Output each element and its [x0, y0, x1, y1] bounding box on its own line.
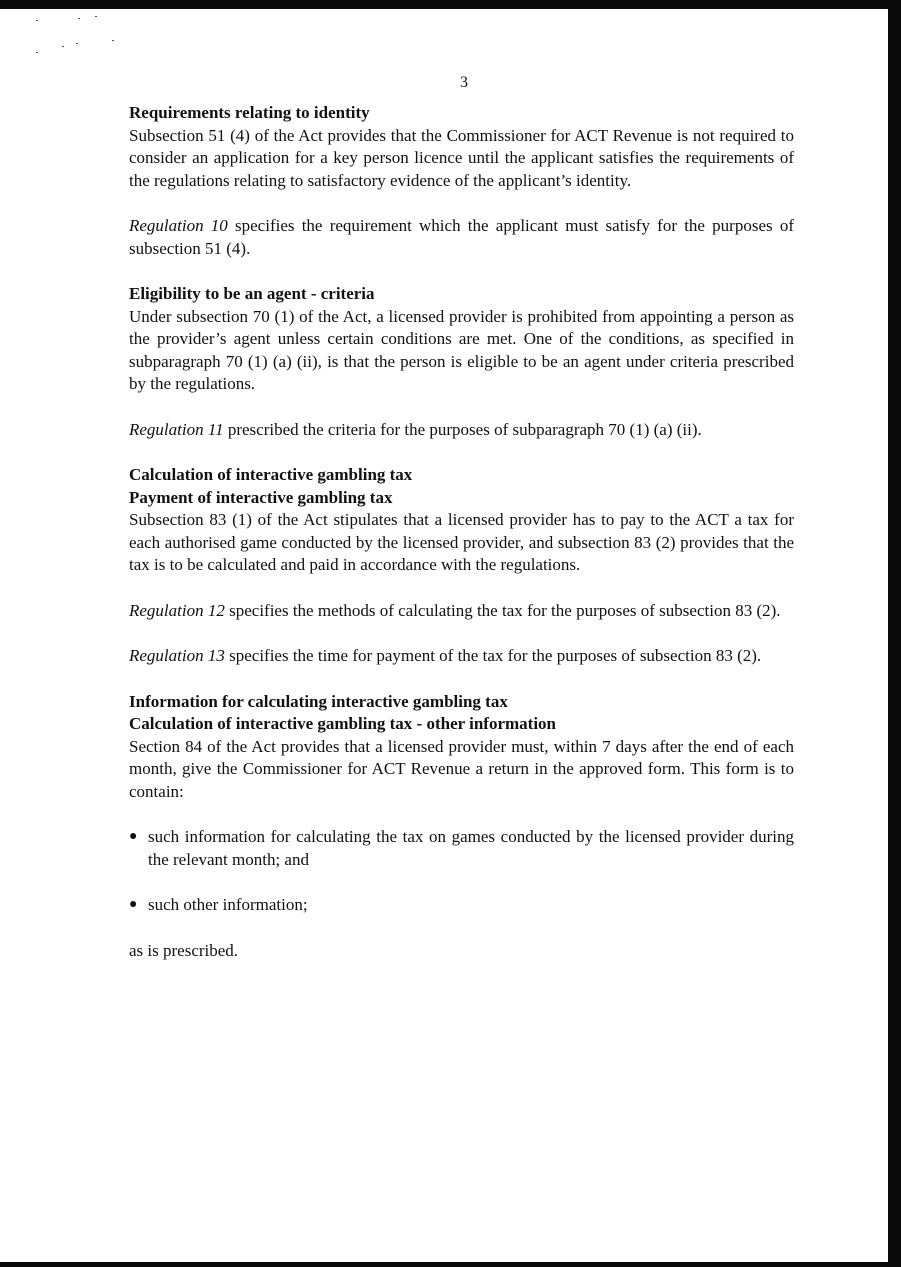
scan-speck — [36, 52, 38, 53]
paragraph-regulation-10 — [129, 215, 794, 260]
heading-identity: Requirements relating to identity — [129, 103, 370, 122]
heading-calculation: Calculation of interactive gambling tax — [129, 465, 413, 484]
heading-payment: Payment of interactive gambling tax — [129, 487, 393, 507]
document-body — [129, 102, 794, 962]
scan-border-top — [0, 0, 901, 9]
paragraph-information: Section 84 of the Act provides that a licensed provider must, within 7 days after the end of each month, give the Commissioner for ACT Revenue a return in the approved form. This form is to contain: — [129, 736, 794, 801]
paragraph-identity: Subsection 51 (4) of the Act provides that the Commissioner for ACT Revenue is not required to consider an application for a key person licence until the applicant satisfies the requirements of the regulations relating to satisfactory evidence of the applicant’s identity. — [129, 125, 794, 190]
regulation-12-label: Regulation 12 — [129, 600, 225, 620]
scan-speck — [78, 18, 80, 19]
regulation-10-label: Regulation 10 — [129, 216, 228, 235]
heading-other-information: Calculation of interactive gambling tax - other information — [129, 714, 557, 733]
scan-speck — [62, 46, 64, 47]
page-number: 3 — [460, 74, 468, 91]
paragraph-regulation-13 — [129, 645, 794, 668]
paragraph-closing: as is prescribed. — [129, 940, 239, 960]
regulation-11-label: Regulation 11 — [129, 419, 224, 439]
regulation-13-text: specifies the time for payment of the tax for the purposes of subsection 83 (2). — [224, 646, 762, 665]
paragraph-calculation: Subsection 83 (1) of the Act stipulates that a licensed provider has to pay to the ACT a tax for each authorised game conducted by the licensed provider, and subsection 83 (2) provides that the tax is to be calculated and paid in accordance with the regulations. — [129, 510, 794, 574]
regulation-10-text: specifies the requirement which the applicant must satisfy for the purposes of subsection 51 (4). — [129, 216, 794, 258]
scan-speck — [36, 20, 38, 21]
bullet-text: such other information; — [148, 895, 308, 914]
list-item — [129, 826, 794, 871]
scan-speck — [95, 16, 97, 17]
bullet-icon: ● — [129, 897, 138, 912]
regulation-13-label: Regulation 13 — [129, 646, 225, 665]
bullet-text: such information for calculating the tax on games conducted by the licensed provider during the relevant month; and — [148, 827, 794, 869]
heading-information: Information for calculating interactive gambling tax — [129, 691, 508, 711]
list-item — [129, 894, 794, 917]
heading-agent: Eligibility to be an agent - criteria — [129, 284, 375, 303]
paragraph-agent: Under subsection 70 (1) of the Act, a licensed provider is prohibited from appointing a person as the provider’s agent unless certain conditions are met. One of the conditions, as specified in subparagraph 70 (1) (a) (ii), is that the person is eligible to be an agent under criteria prescribed by the regulations. — [129, 306, 794, 393]
regulation-11-text: prescribed the criteria for the purposes of subparagraph 70 (1) (a) (ii). — [223, 419, 702, 439]
bullet-list — [129, 826, 794, 917]
scan-border-bottom — [0, 1262, 901, 1267]
bullet-icon: ● — [129, 829, 138, 844]
paragraph-regulation-11 — [129, 419, 794, 442]
scan-speck — [112, 40, 114, 41]
regulation-12-text: specifies the methods of calculating the tax for the purposes of subsection 83 (2). — [224, 600, 781, 620]
scan-speck — [76, 43, 78, 44]
paragraph-regulation-12 — [129, 600, 794, 623]
scan-border-right — [888, 0, 901, 1267]
